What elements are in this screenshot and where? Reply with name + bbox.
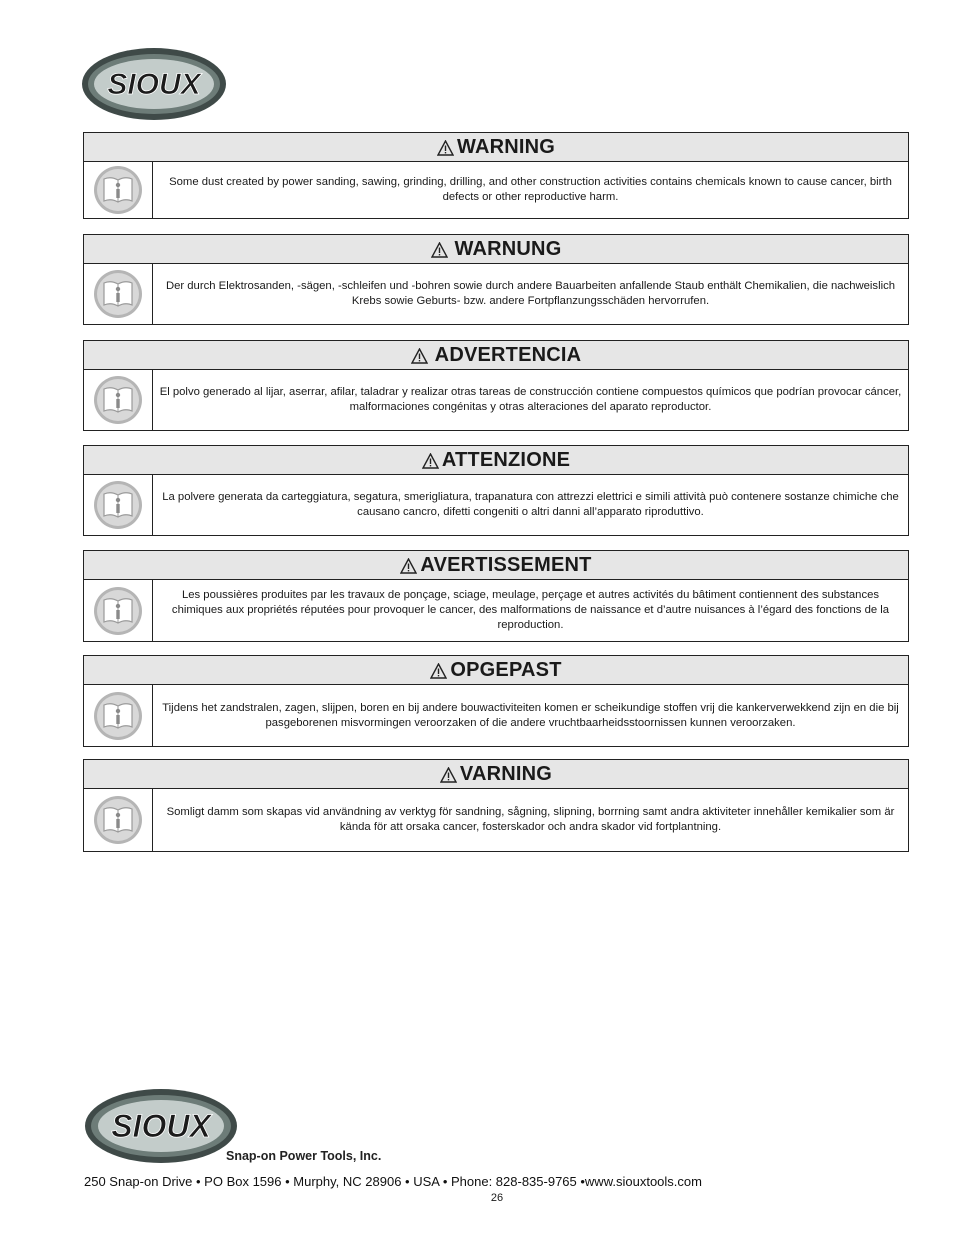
warning-triangle-icon [437, 140, 454, 156]
warning-box-sv [83, 759, 909, 852]
warning-header [84, 235, 908, 264]
warning-header [84, 446, 908, 475]
company-address: 250 Snap-on Drive • PO Box 1596 • Murphy, NC 28906 • USA • Phone: 828-835-9765 •www.siouxtools.com [84, 1174, 702, 1189]
svg-text:SIOUX: SIOUX [111, 1108, 211, 1144]
read-manual-icon-cell [84, 264, 153, 324]
warning-title: OPGEPAST [450, 658, 562, 681]
warning-box-en [83, 132, 909, 219]
warning-text: Some dust created by power sanding, sawing, grinding, drilling, and other construction activities contains chemicals known to cause cancer, birth defects or other reproductive harm. [169, 176, 892, 203]
warning-triangle-icon [422, 453, 439, 469]
read-manual-icon-cell [84, 475, 153, 535]
warning-title: AVERTISSEMENT [420, 553, 592, 576]
warning-text: Der durch Elektrosanden, -sägen, -schleifen und -bohren sowie durch andere Bauarbeiten anfallende Staub enthält Chemikalien, die nachweislich Krebs sowie Geburts- bzw. andere Fortpflanzungsschäden hervorrufen. [165, 280, 896, 307]
warning-header [84, 760, 908, 789]
read-manual-icon-cell [84, 685, 153, 746]
warning-triangle-icon [400, 558, 417, 574]
warning-header [84, 341, 908, 370]
read-manual-icon [93, 691, 143, 741]
page-number: 26 [490, 1192, 504, 1204]
warning-triangle-icon [430, 663, 447, 679]
read-manual-icon [93, 269, 143, 319]
warning-text: La polvere generata da carteggiatura, segatura, smerigliatura, trapanatura con attrezzi elettrici e simili attività può contenere sostanze chimiche che causano cancro, difetti congeniti o altri danni all’apparato riproduttivo. [162, 491, 899, 518]
read-manual-icon [93, 165, 143, 215]
warning-text: Somligt damm som skapas vid användning av verktyg för sandning, sågning, slipning, borrning samt andra aktiviteter innehåller kemikalier som är kända för att orsaka cancer, fosterskador och andra skador vid fortplantning. [166, 806, 895, 833]
read-manual-icon-cell [84, 580, 153, 641]
warning-triangle-icon [431, 242, 448, 258]
warning-header [84, 133, 908, 162]
read-manual-icon-cell [84, 789, 153, 851]
read-manual-icon [93, 795, 143, 845]
svg-text:SIOUX: SIOUX [107, 68, 201, 101]
warning-header [84, 656, 908, 685]
warning-title: WARNING [456, 135, 556, 158]
company-name: Snap-on Power Tools, Inc. [226, 1149, 382, 1163]
warning-text: Tijdens het zandstralen, zagen, slijpen, boren en bij andere bouwactiviteiten komen er scheikundige stoffen vrij die kankerverwekkend zijn en die bij pasgeborenen misvormingen veroorzaken of die andere vruchtbaarheidsstoornissen kunnen veroorzaken. [162, 701, 899, 729]
read-manual-icon-cell [84, 162, 153, 218]
warning-title: ATTENZIONE [441, 448, 571, 471]
warning-box-nl [83, 655, 909, 747]
warning-title: VARNING [459, 762, 553, 785]
read-manual-icon [93, 375, 143, 425]
read-manual-icon [93, 480, 143, 530]
warning-header [84, 551, 908, 580]
warning-box-it [83, 445, 909, 536]
read-manual-icon [93, 586, 143, 636]
warning-text: El polvo generado al lijar, aserrar, afilar, taladrar y realizar otras tareas de construcción contiene compuestos químicos que podrían provocar cáncer, malformaciones congénitas y otras alteraciones del aparato reproductor. [159, 386, 902, 413]
warning-triangle-icon [411, 348, 428, 364]
warning-triangle-icon [440, 767, 457, 783]
read-manual-icon-cell [84, 370, 153, 430]
warning-box-de [83, 234, 909, 325]
sioux-logo-top [80, 44, 230, 124]
warning-title: WARNUNG [454, 237, 562, 260]
warning-text: Les poussières produites par les travaux de ponçage, sciage, meulage, perçage et autres activités du bâtiment contiennent des substances chimiques aux propriétés réputées pour provoquer le cancer, des malformations de naissance et d’autre nuisances à l’égard des fonctions de la reproduction. [171, 589, 890, 631]
warning-title: ADVERTENCIA [434, 343, 582, 366]
warning-box-es [83, 340, 909, 431]
sioux-logo-footer [83, 1086, 243, 1171]
warning-box-fr [83, 550, 909, 642]
